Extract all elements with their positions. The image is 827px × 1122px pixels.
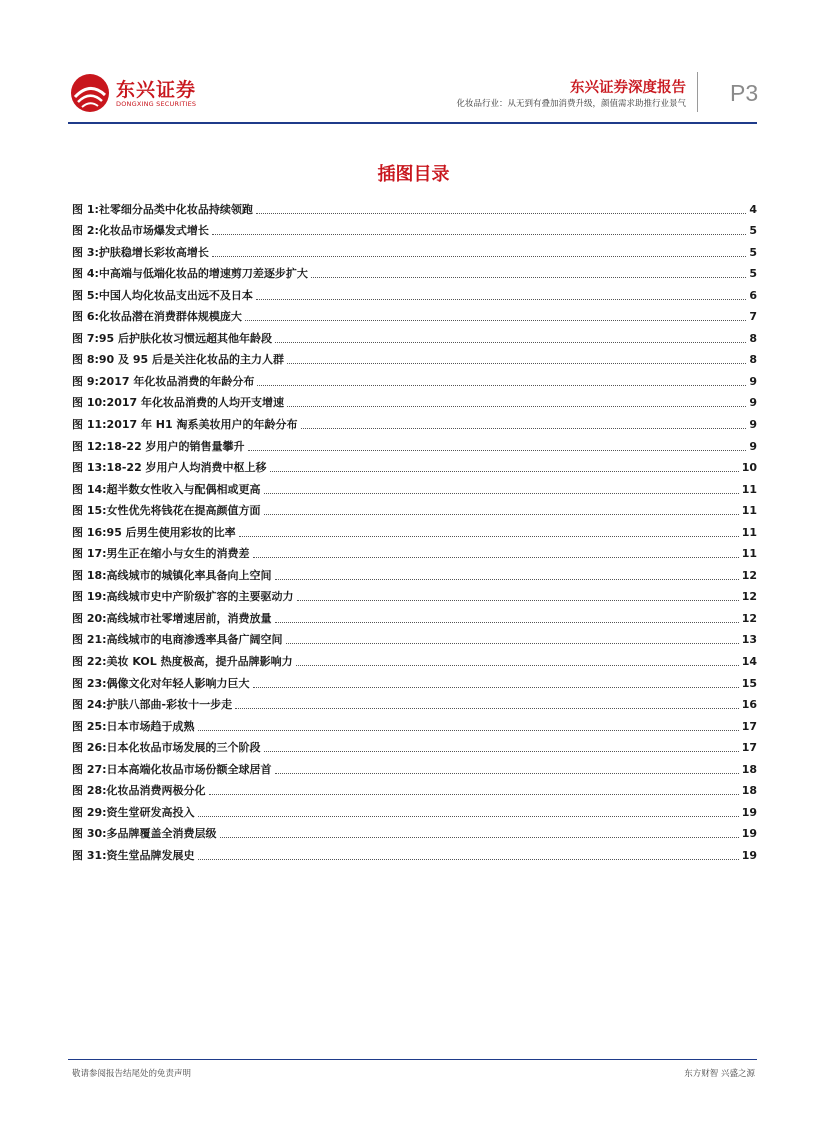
- toc-entry[interactable]: [72, 303, 757, 325]
- toc-entry[interactable]: [72, 583, 757, 605]
- toc-leader-dots: [209, 794, 739, 795]
- toc-entry-page[interactable]: 9: [749, 418, 757, 432]
- toc-entry-title[interactable]: 图 9:2017 年化妆品消费的年龄分布: [72, 374, 255, 388]
- toc-entry[interactable]: [72, 389, 757, 411]
- toc-entry[interactable]: [72, 604, 757, 626]
- toc-entry-title[interactable]: 图 26:日本化妆品市场发展的三个阶段: [72, 741, 261, 755]
- toc-entry-title[interactable]: 图 2:化妆品市场爆发式增长: [72, 224, 209, 238]
- toc-leader-dots: [198, 730, 739, 731]
- toc-entry[interactable]: [72, 324, 757, 346]
- toc-entry[interactable]: [72, 798, 757, 820]
- toc-entry-page[interactable]: 17: [741, 719, 757, 733]
- toc-entry[interactable]: [72, 238, 757, 260]
- toc-entry[interactable]: [72, 540, 757, 562]
- toc-entry-title[interactable]: 图 14:超半数女性收入与配偶相或更高: [72, 482, 261, 496]
- toc-entry-page[interactable]: 4: [749, 202, 757, 216]
- toc-leader-dots: [296, 665, 739, 666]
- toc-entry-title[interactable]: 图 12:18-22 岁用户的销售量攀升: [72, 439, 245, 453]
- toc-entry[interactable]: [72, 777, 757, 799]
- toc-entry-page[interactable]: 5: [749, 245, 757, 259]
- toc-leader-dots: [235, 708, 739, 709]
- toc-entry-title[interactable]: 图 30:多品牌覆盖全消费层级: [72, 827, 217, 841]
- toc-entry-title[interactable]: 图 4:中高端与低端化妆品的增速剪刀差逐步扩大: [72, 267, 308, 281]
- toc-entry-page[interactable]: 12: [741, 568, 757, 582]
- toc-entry[interactable]: [72, 454, 757, 476]
- toc-leader-dots: [253, 557, 739, 558]
- toc-entry-title[interactable]: 图 31:资生堂品牌发展史: [72, 848, 195, 862]
- toc-leader-dots: [287, 406, 746, 407]
- toc-entry-title[interactable]: 图 7:95 后护肤化妆习惯远超其他年龄段: [72, 331, 273, 345]
- toc-entry[interactable]: [72, 475, 757, 497]
- page-number: P3: [730, 80, 759, 106]
- toc-entry-title[interactable]: 图 10:2017 年化妆品消费的人均开支增速: [72, 396, 284, 410]
- toc-leader-dots: [264, 751, 739, 752]
- report-subtitle: 化妆品行业：从无到有叠加消费升级，颜值需求助推行业景气: [456, 99, 686, 109]
- logo-chinese-name: 东兴证券: [116, 79, 197, 101]
- toc-entry-title[interactable]: 图 18:高线城市的城镇化率具备向上空间: [72, 568, 272, 582]
- toc-entry-page[interactable]: 12: [741, 611, 757, 625]
- toc-entry-page[interactable]: 17: [741, 741, 757, 755]
- toc-entry-page[interactable]: 11: [741, 525, 757, 539]
- toc-entry-page[interactable]: 16: [741, 698, 757, 712]
- toc-entry[interactable]: [72, 755, 757, 777]
- toc-entry-title[interactable]: 图 23:偶像文化对年轻人影响力巨大: [72, 676, 250, 690]
- toc-entry[interactable]: [72, 518, 757, 540]
- toc-leader-dots: [275, 773, 739, 774]
- toc-entry[interactable]: [72, 432, 757, 454]
- header-rule: [68, 122, 757, 124]
- toc-entry-title[interactable]: 图 19:高线城市史中产阶级扩容的主要驱动力: [72, 590, 294, 604]
- toc-entry[interactable]: [72, 410, 757, 432]
- toc-entry-page[interactable]: 13: [741, 633, 757, 647]
- toc-entry-title[interactable]: 图 15:女性优先将钱花在提高颜值方面: [72, 504, 261, 518]
- toc-leader-dots: [275, 342, 746, 343]
- toc-leader-dots: [256, 299, 746, 300]
- toc-entry[interactable]: [72, 195, 757, 217]
- toc-entry-title[interactable]: 图 8:90 及 95 后是关注化妆品的主力人群: [72, 353, 284, 367]
- toc-entry-page[interactable]: 19: [741, 827, 757, 841]
- toc-leader-dots: [301, 428, 747, 429]
- toc-list: [72, 195, 757, 863]
- toc-entry-title[interactable]: 图 16:95 后男生使用彩妆的比率: [72, 525, 236, 539]
- toc-entry[interactable]: [72, 712, 757, 734]
- toc-entry[interactable]: [72, 260, 757, 282]
- toc-leader-dots: [264, 514, 739, 515]
- toc-entry-page[interactable]: 18: [741, 762, 757, 776]
- toc-entry-page[interactable]: 19: [741, 805, 757, 819]
- header-divider: [697, 72, 698, 112]
- toc-leader-dots: [248, 450, 747, 451]
- toc-entry-page[interactable]: 19: [741, 848, 757, 862]
- toc-entry[interactable]: [72, 691, 757, 713]
- toc-leader-dots: [297, 600, 739, 601]
- toc-entry-title[interactable]: 图 25:日本市场趋于成熟: [72, 719, 195, 733]
- toc-entry-page[interactable]: 8: [749, 331, 757, 345]
- toc-entry-title[interactable]: 图 29:资生堂研发高投入: [72, 805, 195, 819]
- toc-entry-page[interactable]: 18: [741, 784, 757, 798]
- toc-leader-dots: [286, 643, 739, 644]
- toc-entry-page[interactable]: 12: [741, 590, 757, 604]
- logo-english-name: DONGXING SECURITIES: [116, 100, 197, 108]
- toc-title: 插图目录: [377, 164, 450, 185]
- footer-rule: [68, 1059, 757, 1060]
- report-brand-title: 东兴证券深度报告: [570, 80, 686, 96]
- toc-entry[interactable]: [72, 820, 757, 842]
- toc-leader-dots: [220, 837, 739, 838]
- toc-entry-page[interactable]: 10: [741, 461, 757, 475]
- dongxing-logo-icon: [70, 73, 110, 113]
- toc-leader-dots: [287, 363, 746, 364]
- toc-leader-dots: [253, 687, 739, 688]
- toc-entry-page[interactable]: 6: [749, 288, 757, 302]
- toc-entry[interactable]: [72, 734, 757, 756]
- toc-entry-page[interactable]: 14: [741, 655, 757, 669]
- footer-disclaimer: 敬请参阅报告结尾处的免责声明: [72, 1069, 192, 1079]
- footer-slogan: 东方财智 兴盛之源: [684, 1069, 755, 1079]
- toc-entry[interactable]: [72, 367, 757, 389]
- toc-leader-dots: [270, 471, 739, 472]
- toc-entry-title[interactable]: 图 27:日本高端化妆品市场份额全球居首: [72, 762, 272, 776]
- toc-entry-title[interactable]: 图 5:中国人均化妆品支出远不及日本: [72, 288, 253, 302]
- toc-entry-page[interactable]: 7: [749, 310, 757, 324]
- toc-entry[interactable]: [72, 669, 757, 691]
- toc-entry-title[interactable]: 图 3:护肤稳增长彩妆高增长: [72, 245, 209, 259]
- toc-leader-dots: [311, 277, 746, 278]
- toc-entry-page[interactable]: 11: [741, 482, 757, 496]
- toc-entry-title[interactable]: 图 20:高线城市社零增速居前，消费放量: [72, 611, 272, 625]
- toc-entry-page[interactable]: 15: [741, 676, 757, 690]
- toc-entry-title[interactable]: 图 1:社零细分品类中化妆品持续领跑: [72, 202, 253, 216]
- toc-entry[interactable]: [72, 281, 757, 303]
- toc-leader-dots: [212, 256, 746, 257]
- toc-entry-title[interactable]: 图 11:2017 年 H1 淘系美妆用户的年龄分布: [72, 418, 298, 432]
- toc-entry[interactable]: [72, 647, 757, 669]
- toc-leader-dots: [198, 859, 739, 860]
- toc-entry-page[interactable]: 9: [749, 439, 757, 453]
- toc-entry[interactable]: [72, 217, 757, 239]
- toc-leader-dots: [198, 816, 739, 817]
- toc-entry-title[interactable]: 图 13:18-22 岁用户人均消费中枢上移: [72, 461, 267, 475]
- toc-entry-page[interactable]: 8: [749, 353, 757, 367]
- toc-entry[interactable]: [72, 841, 757, 863]
- toc-entry-title[interactable]: 图 28:化妆品消费两极分化: [72, 784, 206, 798]
- toc-entry-title[interactable]: 图 6:化妆品潜在消费群体规模庞大: [72, 310, 242, 324]
- toc-entry[interactable]: [72, 626, 757, 648]
- toc-leader-dots: [264, 493, 739, 494]
- toc-entry[interactable]: [72, 561, 757, 583]
- toc-entry-title[interactable]: 图 21:高线城市的电商渗透率具备广阔空间: [72, 633, 283, 647]
- toc-entry-title[interactable]: 图 24:护肤八部曲-彩妆十一步走: [72, 698, 233, 712]
- toc-entry-page[interactable]: 11: [741, 504, 757, 518]
- toc-entry-page[interactable]: 11: [741, 547, 757, 561]
- toc-entry[interactable]: [72, 497, 757, 519]
- company-logo: [70, 73, 210, 113]
- toc-entry-page[interactable]: 5: [749, 267, 757, 281]
- toc-entry[interactable]: [72, 346, 757, 368]
- toc-leader-dots: [275, 579, 739, 580]
- toc-leader-dots: [212, 234, 746, 235]
- toc-leader-dots: [257, 385, 746, 386]
- toc-entry-page[interactable]: 9: [749, 396, 757, 410]
- toc-leader-dots: [245, 320, 746, 321]
- toc-entry-page[interactable]: 9: [749, 374, 757, 388]
- toc-entry-title[interactable]: 图 22:美妆 KOL 热度极高，提升品牌影响力: [72, 655, 293, 669]
- toc-leader-dots: [275, 622, 739, 623]
- toc-entry-page[interactable]: 5: [749, 224, 757, 238]
- toc-leader-dots: [256, 213, 746, 214]
- toc-entry-title[interactable]: 图 17:男生正在缩小与女生的消费差: [72, 547, 250, 561]
- toc-leader-dots: [239, 536, 739, 537]
